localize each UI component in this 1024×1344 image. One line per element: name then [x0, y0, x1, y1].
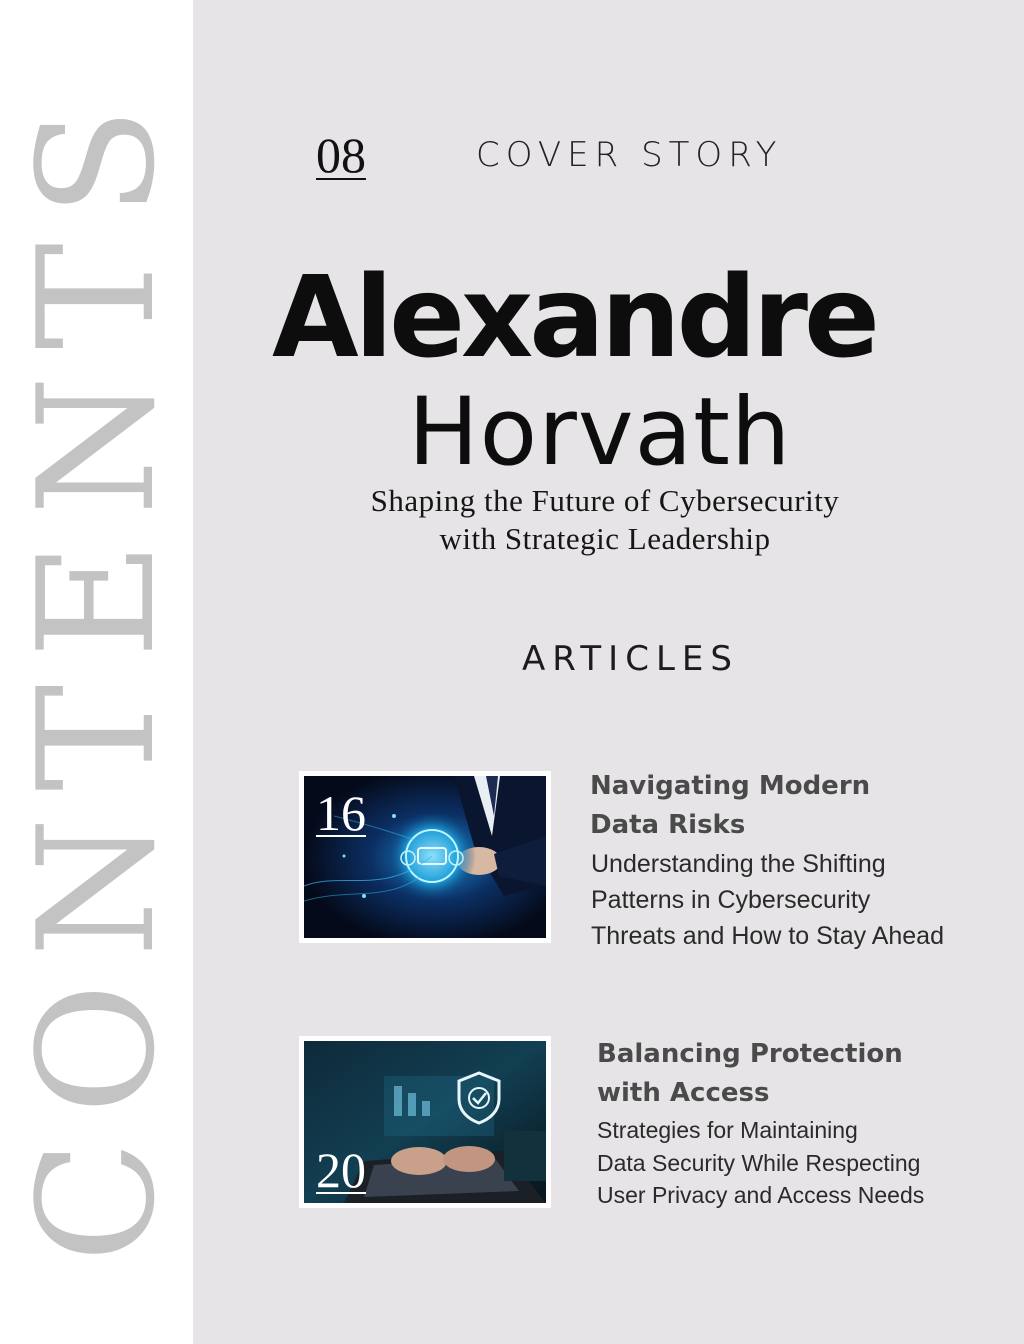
article-2-desc-line3: User Privacy and Access Needs	[597, 1182, 925, 1208]
cover-story-page-number[interactable]: 08	[316, 127, 366, 183]
article-2-title-line2: with Access	[597, 1078, 770, 1108]
article-1-desc-line3: Threats and How to Stay Ahead	[591, 922, 944, 950]
article-1-title[interactable]	[590, 767, 950, 845]
article-2-title-line1: Balancing Protection	[597, 1039, 903, 1069]
article-1-title-line2: Data Risks	[590, 810, 746, 840]
cover-story-label: COVER STORY	[476, 135, 783, 175]
article-2-description	[597, 1114, 997, 1212]
contents-vertical-title: CONTENTS	[3, 81, 190, 1263]
side-strip	[0, 0, 193, 1344]
article-thumbnail-1[interactable]	[299, 771, 551, 943]
article-1-page-number[interactable]: 16	[316, 785, 366, 841]
article-1-desc-line2: Patterns in Cybersecurity	[591, 886, 871, 914]
article-1-title-line1: Navigating Modern	[590, 771, 871, 801]
article-1-desc-line1: Understanding the Shifting	[591, 850, 886, 878]
cover-subtitle-line2: with Strategic Leadership	[439, 521, 771, 556]
article-2-title[interactable]	[597, 1035, 957, 1113]
articles-heading: ARTICLES	[522, 639, 739, 679]
cover-subtitle	[290, 482, 920, 558]
article-2-desc-line1: Strategies for Maintaining	[597, 1117, 858, 1143]
article-2-desc-line2: Data Security While Respecting	[597, 1149, 921, 1176]
article-2-page-number[interactable]: 20	[316, 1142, 366, 1198]
cover-name-last: Horvath	[408, 378, 792, 487]
cover-name-first: Alexandre	[272, 253, 876, 383]
cover-subtitle-line1: Shaping the Future of Cybersecurity	[370, 483, 840, 518]
article-thumbnail-2[interactable]	[299, 1036, 551, 1208]
article-1-description	[591, 846, 991, 954]
